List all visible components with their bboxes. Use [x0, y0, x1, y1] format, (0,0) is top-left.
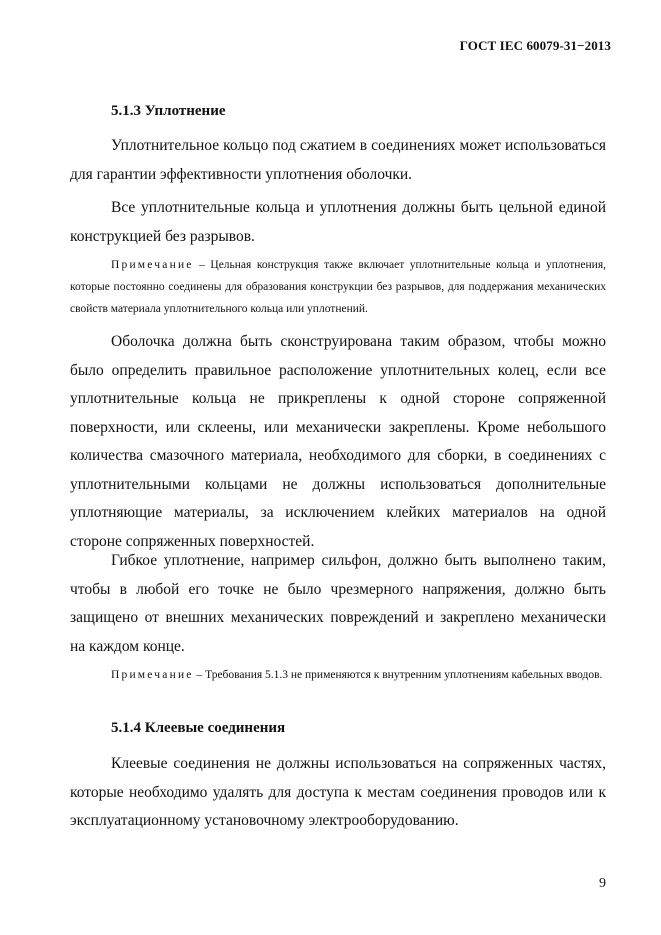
paragraph-oring-usage: Уплотнительное кольцо под сжатием в соединениях может использоваться для гарантии эффективности уплотнения оболочки.	[70, 137, 606, 183]
document-code-header: ГОСТ IEC 60079-31−2013	[459, 38, 611, 53]
note-label: Примечание	[111, 259, 194, 271]
page-number: 9	[599, 876, 606, 891]
paragraph-seal-integrity: Все уплотнительные кольца и уплотнения должны быть цельной единой конструкцией без разрывов.	[70, 199, 606, 245]
section-heading-5-1-3: 5.1.3 Уплотнение	[111, 103, 226, 119]
note-continuous-construction	[70, 254, 606, 320]
paragraph-enclosure-design: Оболочка должна быть сконструирована таким образом, чтобы можно было определить правильное расположение уплотнительных колец, если все уплотнительные кольца не прикреплены к одной стороне сопряженной поверхности, или склеены, или механически закреплены. Кроме небольшого количества смазочного материала, необходимого для сборки, в соединениях с уплотнительными кольцами не должны использоваться дополнительные уплотняющие материалы, за исключением клейких материалов на одной стороне сопряженных поверхностей.	[70, 333, 606, 550]
note-label: Примечание	[111, 669, 194, 681]
paragraph-adhesive-joints: Клеевые соединения не должны использоваться на сопряженных частях, которые необходимо удалять для доступа к местам соединения проводов или к эксплуатационному установочному электрооборудованию.	[70, 755, 606, 829]
note-text: – Цельная конструкция также включает уплотнительные кольца и уплотнения, которые постоянно соединены для образования конструкции без разрывов, для поддержания механических свойств материала уплотнительного кольца или уплотнений.	[70, 259, 606, 315]
note-text: – Требования 5.1.3 не применяются к внутренним уплотнениям кабельных вводов.	[193, 669, 603, 681]
paragraph-flexible-seal: Гибкое уплотнение, например сильфон, должно быть выполнено таким, чтобы в любой его точке не было чрезмерного напряжения, должно быть защищено от внешних механических повреждений и закреплено механически на каждом конце.	[70, 552, 606, 655]
section-heading-5-1-4: 5.1.4 Клеевые соединения	[111, 720, 286, 736]
note-cable-entries	[70, 664, 606, 686]
